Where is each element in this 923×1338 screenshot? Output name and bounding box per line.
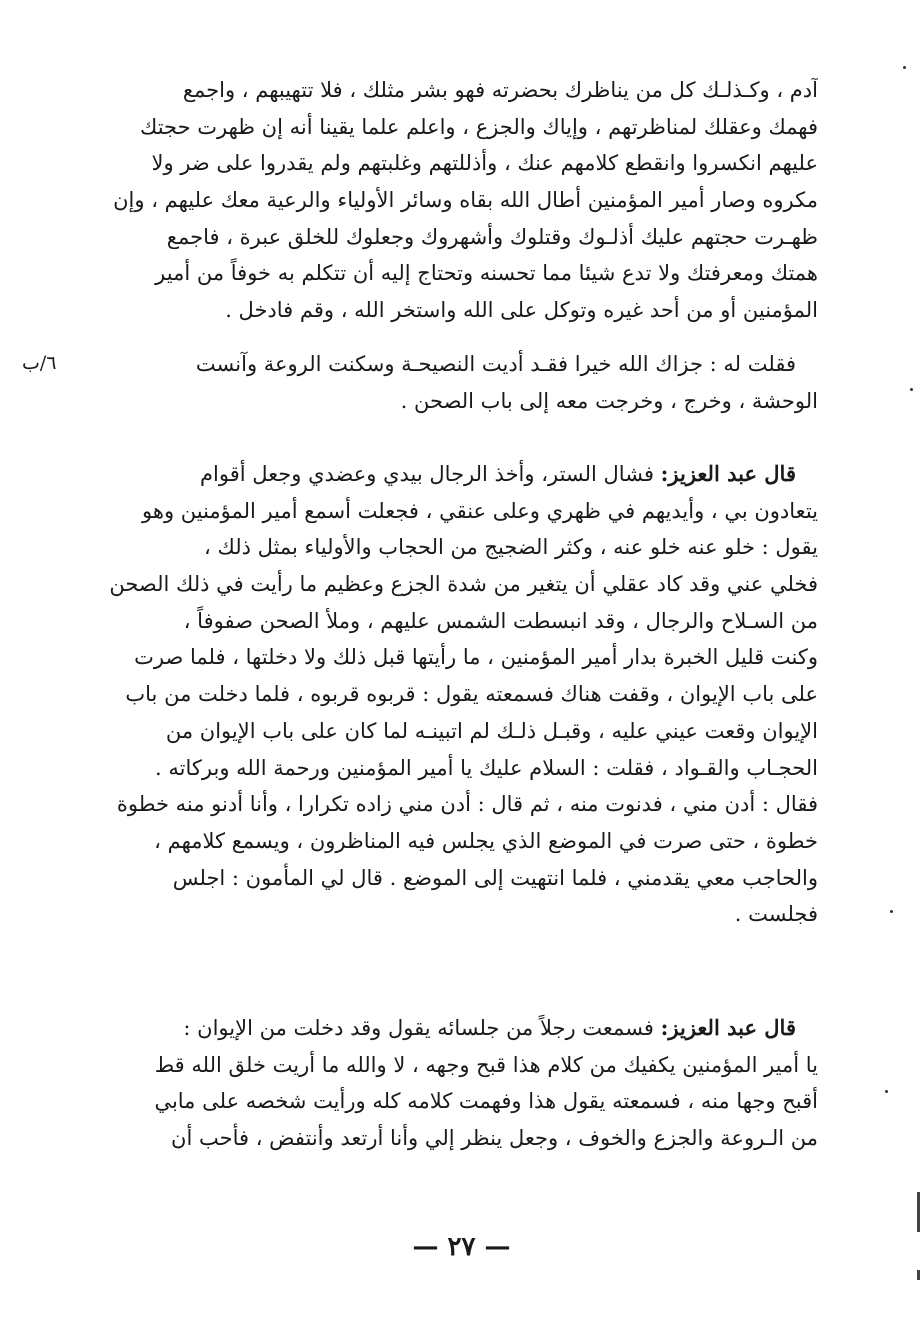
text-line: المؤمنين أو من أحد غيره وتوكل على الله واستخر الله ، وقم فادخل . [225,298,818,323]
speaker-label: قال عبد العزيز: [660,1015,796,1040]
page-number: — ٢٧ — [412,1232,511,1262]
paragraph-1 [82,72,818,329]
text-segment: فسمعت رجلاً من جلسائه يقول وقد دخلت من الإيوان : [183,1016,661,1040]
text-line: فقلت له : جزاك الله خيرا فقـد أديت النصيحـة وسكنت الروعة وآنست [195,352,796,376]
text-line [82,456,818,493]
scan-speck [903,66,906,69]
paragraph-3 [82,456,818,933]
text-line: آدم ، وكـذلـك كل من يناظرك بحضرته فهو بشر مثلك ، فلا تتهيبهم ، واجمع [182,78,818,102]
scan-speck [885,1090,888,1093]
text-line: فهمك وعقلك لمناظرتهم ، وإياك والجزع ، واعلم علما يقينا أنه إن ظهرت حجتك [140,114,818,139]
text-line: همتك ومعرفتك ولا تدع شيئا مما تحسنه وتحتاج إليه أن تتكلم به خوفاً من أمير [155,261,818,286]
text-line: وكنت قليل الخبرة بدار أمير المؤمنين ، ما رأيتها قبل ذلك ولا دخلتها ، فلما صرت [134,645,818,670]
text-line: خطوة ، حتى صرت في الموضع الذي يجلس فيه المناظرون ، ويسمع كلامهم ، [154,828,818,853]
text-line: من السـلاح والرجال ، وقد انبسطت الشمس عليهم ، وملأ الصحن صفوفاً ، [183,608,818,633]
text-line: الحجـاب والقـواد ، فقلت : السلام عليك يا أمير المؤمنين ورحمة الله وبركاته . [155,755,818,780]
scan-speck [890,910,893,913]
text-line: فجلست . [734,902,818,927]
text-line: يتعادون بي ، وأيديهم في ظهري وعلى عنقي ، فجعلت أسمع أمير المؤمنين وهو [142,498,818,523]
scan-edge-mark [917,1270,920,1280]
speaker-label: قال عبد العزيز: [660,461,796,486]
text-line: مكروه وصار أمير المؤمنين أطال الله بقاه وسائر الأولياء والرعية معك عليهم ، وإن [113,188,818,213]
text-line: يا أمير المؤمنين يكفيك من كلام هذا قبح وجهه ، لا والله ما أريت خلق الله قط [154,1052,818,1077]
text-line: فخلي عني وقد كاد عقلي أن يتغير من شدة الجزع وعظيم ما رأيت في ذلك الصحن [109,572,818,597]
text-line: والحاجب معي يقدمني ، فلما انتهيت إلى الموضع . قال لي المأمون : اجلس [172,865,818,890]
text-line: فقال : أدن مني ، فدنوت منه ، ثم قال : أدن مني زاده تكرارا ، وأنا أدنو منه خطوة [116,792,818,817]
text-line: من الـروعة والجزع والخوف ، وجعل ينظر إلي وأنا أرتعد وأنتفض ، فأحب أن [171,1126,818,1151]
text-segment: فشال الستر، وأخذ الرجال بيدي وعضدي وجعل أقوام [200,462,661,486]
paragraph-2 [82,346,818,419]
text-line: على باب الإيوان ، وقفت هناك فسمعته يقول : قربوه قربوه ، فلما دخلت من باب [125,682,818,707]
text-line: ظهـرت حجتهم عليك أذلـوك وقتلوك وأشهروك وجعلوك للخلق عبرة ، فاجمع [166,224,818,249]
text-line: الوحشة ، وخرج ، وخرجت معه إلى باب الصحن . [400,388,818,413]
text-line [82,1010,818,1047]
text-line: أقبح وجها منه ، فسمعته يقول هذا وفهمت كلامه كله ورأيت شخصه على مابي [154,1089,818,1114]
margin-folio-note: ٦/ب [22,352,57,374]
scan-edge-mark [917,1192,920,1232]
text-line: يقول : خلو عنه خلو عنه ، وكثر الضجيج من الحجاب والأولياء بمثل ذلك ، [204,535,818,560]
scan-speck [910,388,913,391]
paragraph-4 [82,1010,818,1157]
text-line: عليهم انكسروا وانقطع كلامهم عنك ، وأذللتهم وغلبتهم ولم يقدروا على ضر ولا [151,151,818,176]
text-line: الإيوان وقعت عيني عليه ، وقبـل ذلـك لم اتبينـه لما كان على باب الإيوان من [165,718,818,743]
